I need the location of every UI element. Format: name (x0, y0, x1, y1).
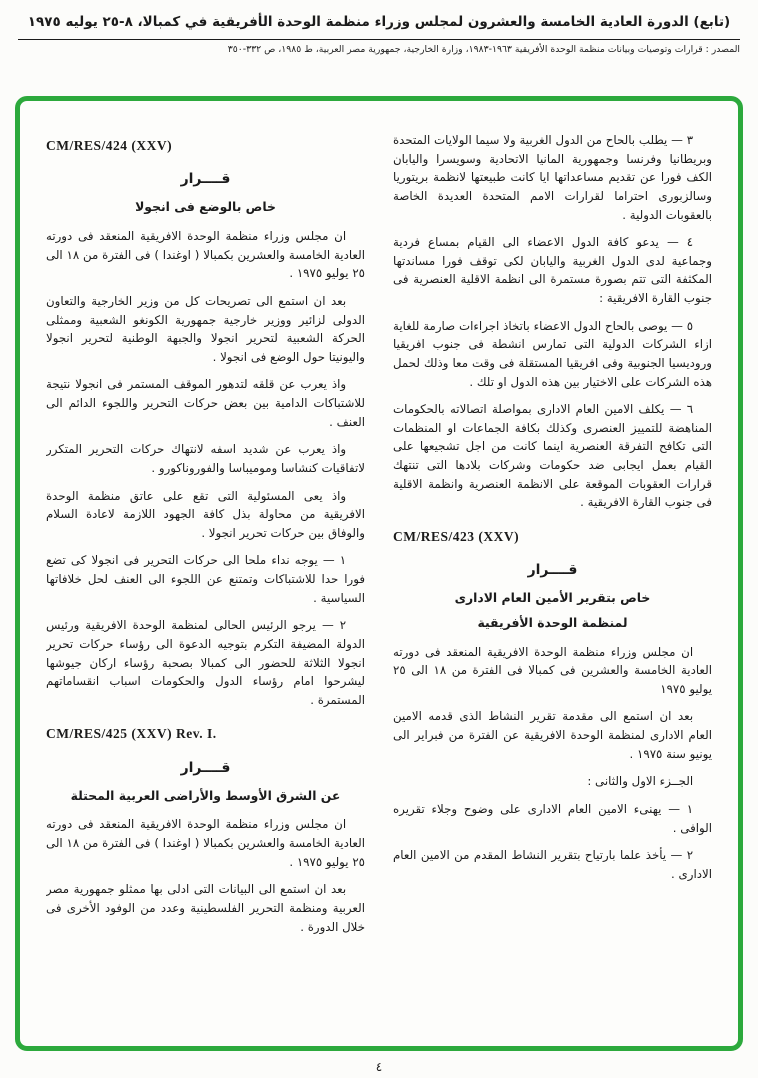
resolution-title: قــــرار (180, 759, 231, 776)
resolution-subtitle: خاص بتقرير الأمين العام الادارى (454, 590, 651, 606)
resolution-subtitle: خاص بالوضع فى انجولا (135, 199, 276, 215)
paragraph: ٣ — يطلب بالحاح من الدول الغربية ولا سيما الولايات المتحدة وبريطانيا وفرنسا وجمهورية المانيا الاتحادية وسويسرا واليابان الكف فورا عن تقديم مساعداتها ايا كانت طبيعتها لانظمة بريتوريا وسالزبورى احتراما لقرارات الامم المتحدة العديدة الخاصة بالعقوبات الدولية . (393, 133, 712, 222)
content-frame (15, 96, 743, 1051)
page-number: ٤ (375, 1060, 383, 1074)
resolution-subtitle: لمنظمة الوحدة الأفريقية (477, 614, 628, 630)
paragraph: ان مجلس وزراء منظمة الوحدة الافريقية المنعقد فى دورته العادية الخامسة والعشرين بكمبالا ( اوغندا ) فى الفترة من ١٨ الى ٢٥ يوليو ١٩٧٥ . (46, 817, 365, 869)
paragraph: ٢ — يرجو الرئيس الحالى لمنظمة الوحدة الافريقية ورئيس الدولة المضيفة التكرم بتوجيه الدعوة الى رؤساء حركات تحرير انجولا الثلاثة للحضور الى كمبالا بصحبة رؤساء اركان جيوشها ليشرحوا امام رؤساء الدول والحكومات اسباب انقساماتهم المستمرة . (46, 618, 365, 707)
paragraph: ١ — يهنىء الامين العام الادارى على وضوح وجلاء تقريره الوافى . (393, 801, 712, 835)
paragraph: واذ يعرب عن قلقه لتدهور الموقف المستمر فى انجولا نتيجة للاشتباكات الدامية بين بعض حركات التحرير واللجوء الدائم الى العنف . (46, 377, 365, 429)
paragraph: ان مجلس وزراء منظمة الوحدة الافريقية المنعقد فى دورته العادية الخامسة والعشرين بكمبالا ( اوغندا ) فى الفترة من ١٨ الى ٢٥ يوليو ١٩٧٥ . (46, 229, 365, 281)
source-line: المصدر : قرارات وتوصيات وبيانات منظمة الوحدة الأفريقية ١٩٦٣-١٩٨٣، وزارة الخارجية، جمهورية مصر العربية، ط ١٩٨٥، ص ٣٣٢-٣٥٠ (227, 43, 740, 55)
document-header (18, 12, 740, 57)
paragraph: ٤ — يدعو كافة الدول الاعضاء الى القيام بمساع فردية وجماعية لدى الدول الغربية واليابان لكى توقف فورا مساندتها المكثفة التى تتم بصورة مستمرة الى انظمة الاقلية العنصرية فى جنوب القارة الافريقية : (393, 235, 712, 305)
resolution-ref: CM/RES/424 (XXV) (46, 138, 173, 153)
paragraph: واذ يعرب عن شديد اسفه لانتهاك حركات التحرير المتكرر لاتفاقيات كنشاسا وموميباسا والفوروناكورو . (46, 442, 365, 475)
header-title: (تابع) الدورة العادية الخامسة والعشرون لمجلس وزراء منظمة الوحدة الأفريقية في كمبالا، ٨-٢٥ يوليه ١٩٧٥ (27, 14, 731, 30)
paragraph: ١ — يوجه نداء ملحا الى حركات التحرير فى انجولا كى تضع فورا حدا للاشتباكات وتمتنع عن اللجوء الى العنف لحل خلافاتها السياسية . (46, 553, 365, 605)
paragraph: ٢ — يأخذ علما بارتياح بتقرير النشاط المقدم من الامين العام الادارى . (393, 848, 712, 881)
resolution-title: قــــرار (180, 171, 231, 188)
paragraph: الجــزء الاول والثانى : (587, 774, 694, 789)
paragraph: بعد ان استمع الى البيانات التى ادلى بها ممثلو جمهورية مصر العربية ومنظمة التحرير الفلسطينية وعدد من الوفود الأخرى فى خلال الدورة . (46, 882, 365, 934)
paragraph: ٦ — يكلف الامين العام الادارى بمواصلة اتصالاته بالحكومات المناهضة للتمييز العنصرى وكذلك بكافة الجماعات او المنظمات التى تكافح التفرقة العنصرية اينما كانت من اجل تشجيعها على القيام بعمل ايجابى ضد حكومات وشركات بلادها التى تنتهك قرارات العقوبات الموقعة على الانظمة العنصرية وانظمة الاقلية فى جنوب القارة الافريقية . (393, 402, 712, 510)
resolution-subtitle: عن الشرق الأوسط والأراضى العربية المحتلة (70, 787, 341, 803)
paragraph: واذ يعى المسئولية التى تقع على عاتق منظمة الوحدة الافريقية من محاولة بذل كافة الجهود اللازمة لاعادة السلام والوفاق بين حركات تحرير انجولا . (46, 488, 365, 540)
resolution-ref: CM/RES/423 (XXV) (393, 528, 520, 544)
resolution-ref: CM/RES/425 (XXV) Rev. I. (46, 726, 217, 742)
two-column-layout (46, 131, 712, 1024)
column-right (393, 131, 712, 1024)
paragraph: ان مجلس وزراء منظمة الوحدة الافريقية المنعقد فى دورته العادية الخامسة والعشرين فى كمبالا فى الفترة من ١٨ الى ٢٥ يوليو ١٩٧٥ (393, 644, 712, 696)
resolution-title: قــــرار (527, 562, 578, 579)
paragraph: بعد ان استمع الى تصريحات كل من وزير الخارجية والتعاون الدولى لزائير ووزير خارجية جمهورية الكونغو الشعبية وممثلى الحركة الشعبية لتحرير انجولا والجبهة الوطنية لتحرير انجولا واليونيتا حول الوضع فى انجولا . (46, 293, 365, 364)
header-divider (18, 39, 740, 40)
paragraph: بعد ان استمع الى مقدمة تقرير النشاط الذى قدمه الامين العام الادارى لمنظمة الوحدة الافريقية عن الفترة من فبراير الى يونيو سنة ١٩٧٥ . (393, 709, 712, 761)
paragraph: ٥ — يوصى بالحاح الدول الاعضاء باتخاذ اجراءات صارمة للغاية ازاء الشركات الدولية التى تمارس انشطة فى جنوب افريقيا وروديسيا الجنوبية وفى افريقيا المستقلة فى وقت معا وذلك لحمل هذه الشركات على الاختيار بين هذه الدول او تلك . (393, 318, 712, 389)
column-left (46, 131, 365, 1024)
